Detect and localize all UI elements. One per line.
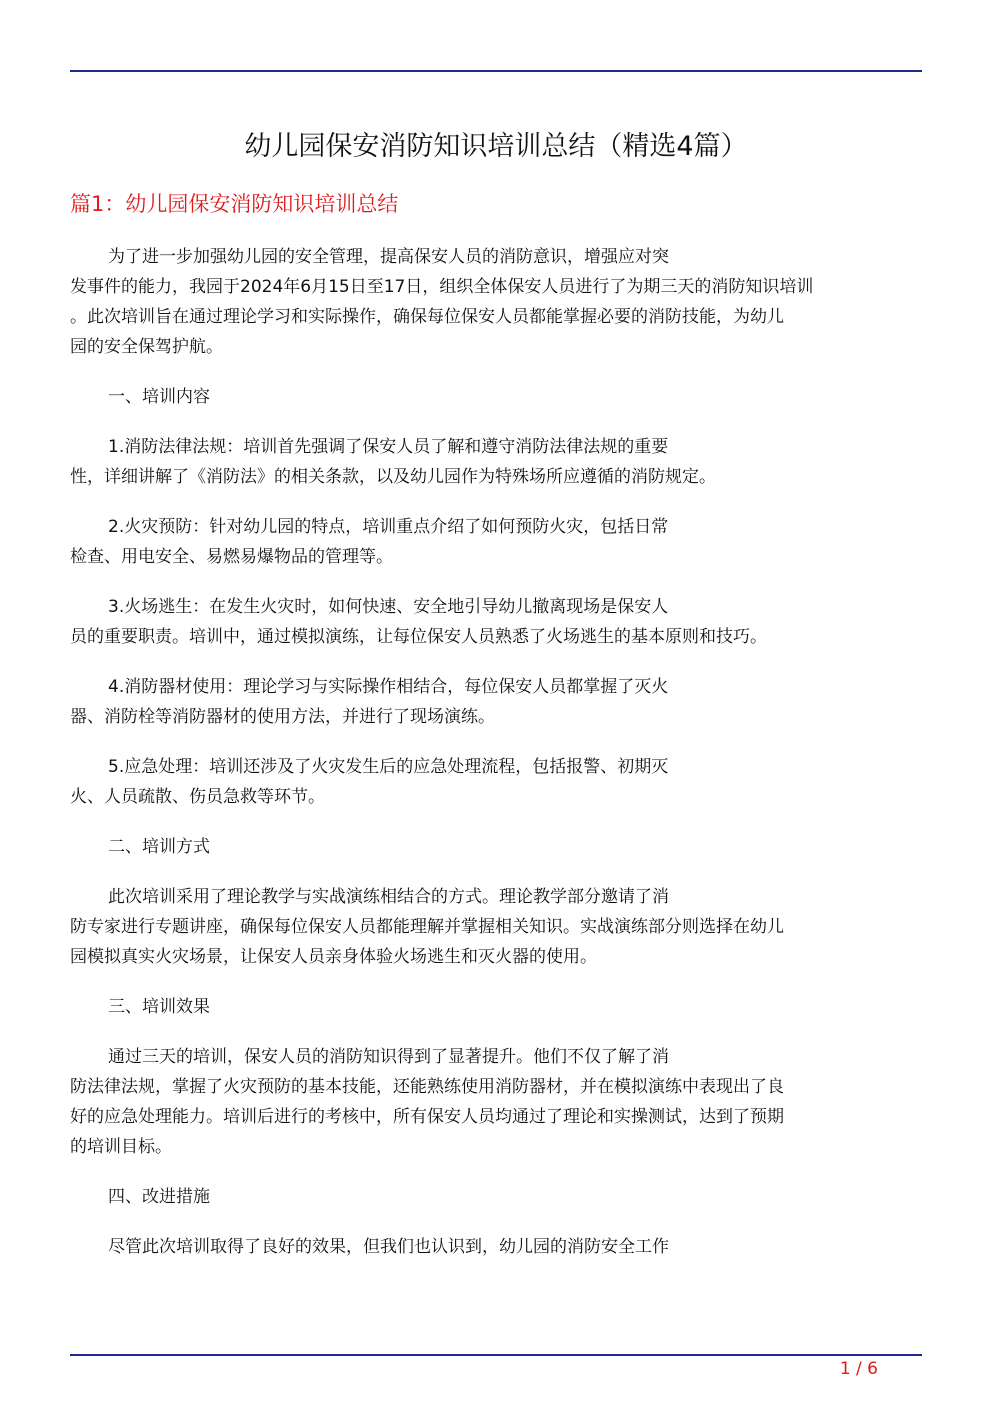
paragraph-line: 火、人员疏散、伤员急救等环节。 [70, 787, 325, 807]
footer-rule [70, 1354, 922, 1356]
paragraph-line: 的培训目标。 [70, 1137, 172, 1157]
document-title: 幼儿园保安消防知识培训总结（精选4篇） [244, 131, 748, 162]
paragraph [70, 672, 922, 732]
paragraph-line: 尽管此次培训取得了良好的效果，但我们也认识到，幼儿园的消防安全工作 [108, 1237, 669, 1257]
paragraph [70, 592, 922, 652]
document-body [70, 242, 922, 1282]
paragraph-line: 通过三天的培训，保安人员的消防知识得到了显著提升。他们不仅了解了消 [108, 1047, 669, 1067]
paragraph-line: 检查、用电安全、易燃易爆物品的管理等。 [70, 547, 393, 567]
paragraph-line: 发事件的能力，我园于2024年6月15日至17日，组织全体保安人员进行了为期三天的消防知识培训 [70, 277, 814, 297]
paragraph-line: 。此次培训旨在通过理论学习和实际操作，确保每位保安人员都能掌握必要的消防技能，为幼儿 [70, 307, 784, 327]
paragraph-line: 器、消防栓等消防器材的使用方法，并进行了现场演练。 [70, 707, 495, 727]
paragraph-line: 为了进一步加强幼儿园的安全管理，提高保安人员的消防意识，增强应对突 [108, 247, 669, 267]
paragraph [70, 1042, 922, 1162]
paragraph-line: 二、培训方式 [108, 837, 210, 857]
paragraph [70, 1232, 922, 1262]
paragraph-line: 园的安全保驾护航。 [70, 337, 223, 357]
paragraph [70, 382, 922, 412]
paragraph-line: 1.消防法律法规：培训首先强调了保安人员了解和遵守消防法律法规的重要 [108, 437, 669, 457]
paragraph-line: 3.火场逃生：在发生火灾时，如何快速、安全地引导幼儿撤离现场是保安人 [108, 597, 669, 617]
paragraph [70, 432, 922, 492]
paragraph-line: 四、改进措施 [108, 1187, 210, 1207]
paragraph [70, 752, 922, 812]
paragraph [70, 992, 922, 1022]
header-rule [70, 70, 922, 72]
paragraph-line: 三、培训效果 [108, 997, 210, 1017]
paragraph-line: 2.火灾预防：针对幼儿园的特点，培训重点介绍了如何预防火灾，包括日常 [108, 517, 669, 537]
page-number: 1 / 6 [839, 1359, 878, 1379]
paragraph [70, 832, 922, 862]
section-title: 篇1：幼儿园保安消防知识培训总结 [70, 192, 399, 216]
paragraph-line: 防专家进行专题讲座，确保每位保安人员都能理解并掌握相关知识。实战演练部分则选择在幼儿 [70, 917, 784, 937]
paragraph [70, 882, 922, 972]
paragraph [70, 512, 922, 572]
paragraph-line: 防法律法规，掌握了火灾预防的基本技能，还能熟练使用消防器材，并在模拟演练中表现出了良 [70, 1077, 784, 1097]
paragraph-line: 此次培训采用了理论教学与实战演练相结合的方式。理论教学部分邀请了消 [108, 887, 669, 907]
paragraph-line: 好的应急处理能力。培训后进行的考核中，所有保安人员均通过了理论和实操测试，达到了预期 [70, 1107, 784, 1127]
paragraph-line: 一、培训内容 [108, 387, 210, 407]
paragraph-line: 员的重要职责。培训中，通过模拟演练，让每位保安人员熟悉了火场逃生的基本原则和技巧。 [70, 627, 767, 647]
paragraph-line: 5.应急处理：培训还涉及了火灾发生后的应急处理流程，包括报警、初期灭 [108, 757, 669, 777]
paragraph [70, 242, 922, 362]
paragraph [70, 1182, 922, 1212]
paragraph-line: 性，详细讲解了《消防法》的相关条款，以及幼儿园作为特殊场所应遵循的消防规定。 [70, 467, 716, 487]
paragraph-line: 园模拟真实火灾场景，让保安人员亲身体验火场逃生和灭火器的使用。 [70, 947, 597, 967]
paragraph-line: 4.消防器材使用：理论学习与实际操作相结合，每位保安人员都掌握了灭火 [108, 677, 669, 697]
